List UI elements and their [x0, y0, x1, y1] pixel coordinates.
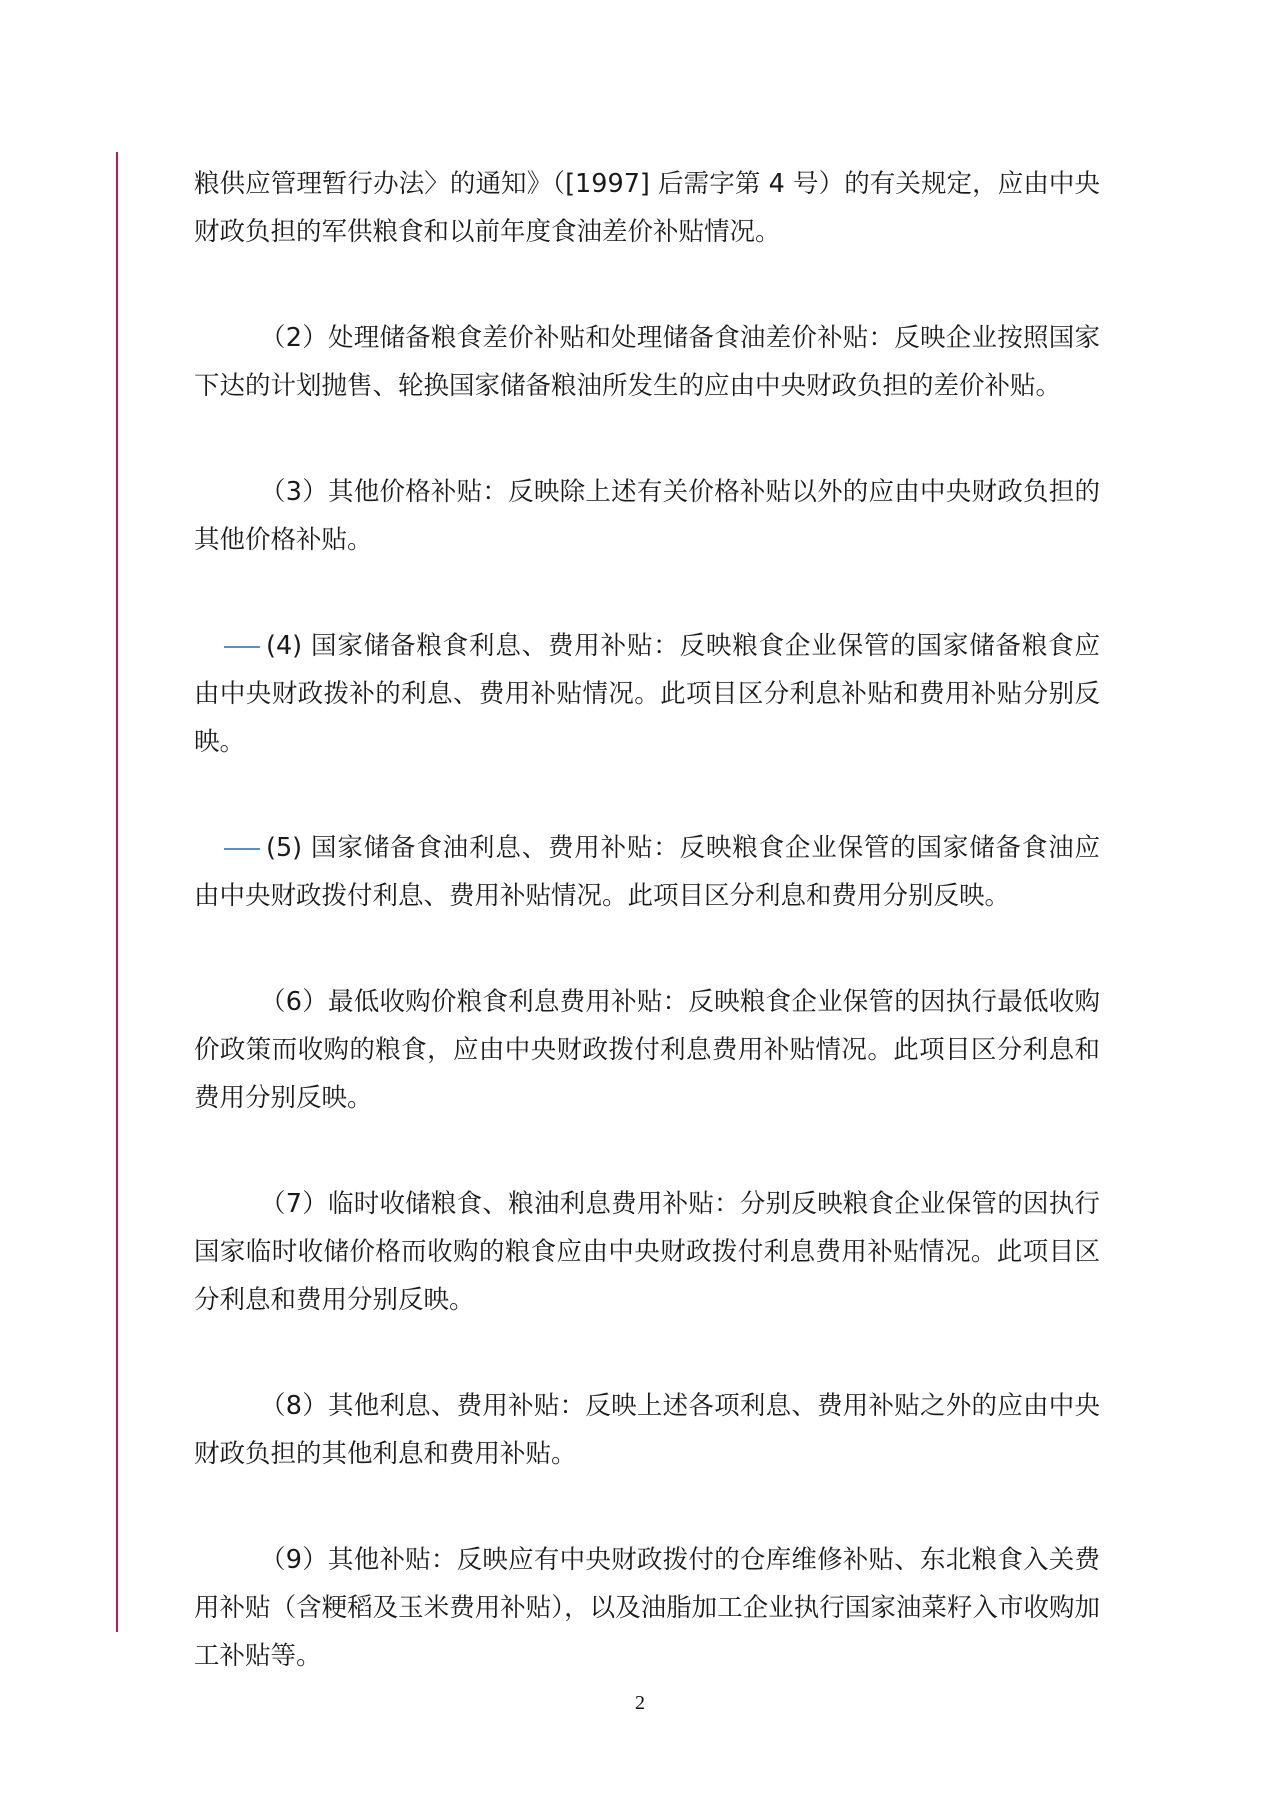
- paragraph-item-3: （3）其他价格补贴：反映除上述有关价格补贴以外的应由中央财政负担的其他价格补贴。: [194, 477, 1100, 555]
- paragraph-item-2: （2）处理储备粮食差价补贴和处理储备食油差价补贴：反映企业按照国家下达的计划抛售、轮换国家储备粮油所发生的应由中央财政负担的差价补贴。: [194, 323, 1100, 401]
- paragraph-continuation: 粮供应管理暂行办法〉的通知》（[1997] 后需字第 4 号）的有关规定，应由中央财政负担的军供粮食和以前年度食油差价补贴情况。: [194, 169, 1100, 247]
- paragraph-item-9: （9）其他补贴：反映应有中央财政拨付的仓库维修补贴、东北粮食入关费用补贴（含粳稻及玉米费用补贴），以及油脂加工企业执行国家油菜籽入市收购加工补贴等。: [194, 1545, 1100, 1671]
- edit-mark-dash: [224, 646, 260, 648]
- paragraph-item-5: [194, 824, 1100, 920]
- document-body: [194, 160, 1100, 1738]
- paragraph-item-4-text: (4) 国家储备粮食利息、费用补贴：反映粮食企业保管的国家储备粮食应由中央财政拨补的利息、费用补贴情况。此项目区分利息补贴和费用补贴分别反映。: [194, 631, 1100, 757]
- page-number: 2: [635, 1692, 645, 1714]
- paragraph-item-8: （8）其他利息、费用补贴：反映上述各项利息、费用补贴之外的应由中央财政负担的其他利息和费用补贴。: [194, 1391, 1100, 1469]
- edit-mark-dash: [224, 848, 260, 850]
- paragraph-item-4: [194, 622, 1100, 766]
- paragraph-item-6: （6）最低收购价粮食利息费用补贴：反映粮食企业保管的因执行最低收购价政策而收购的粮食，应由中央财政拨付利息费用补贴情况。此项目区分利息和费用分别反映。: [194, 987, 1100, 1113]
- paragraph-item-7: （7）临时收储粮食、粮油利息费用补贴：分别反映粮食企业保管的因执行国家临时收储价格而收购的粮食应由中央财政拨付利息费用补贴情况。此项目区分利息和费用分别反映。: [194, 1189, 1100, 1315]
- left-margin-line: [116, 152, 118, 1632]
- paragraph-item-5-text: (5) 国家储备食油利息、费用补贴：反映粮食企业保管的国家储备食油应由中央财政拨付利息、费用补贴情况。此项目区分利息和费用分别反映。: [194, 833, 1100, 911]
